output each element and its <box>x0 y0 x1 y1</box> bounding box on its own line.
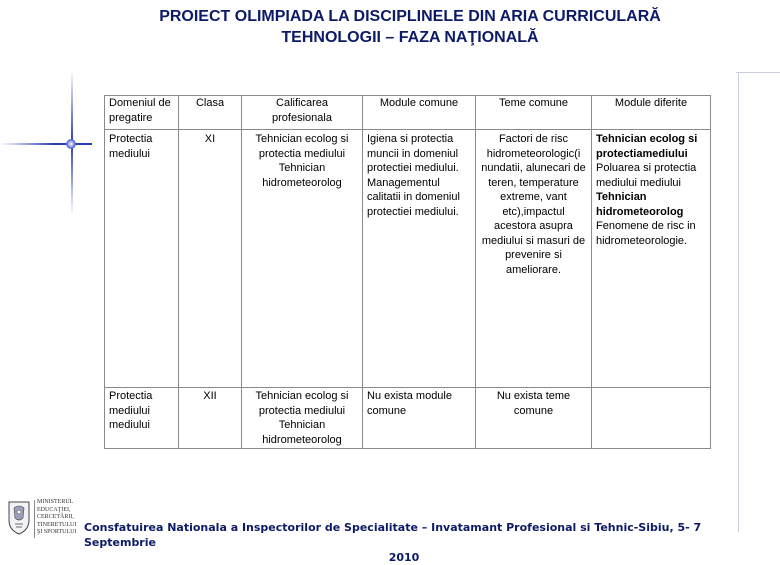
cell-calificare: Tehnician ecolog si protectia mediului Tehnician hidrometeorolog <box>242 388 363 449</box>
ministry-logo-text: MINISTERUL EDUCAŢIEI, CERCETĂRII, TINERETULUI ŞI SPORTULUI <box>37 499 77 535</box>
curriculum-table <box>104 95 711 449</box>
ministry-logo-icon <box>6 498 32 536</box>
title-line-1: PROIECT OLIMPIADA LA DISCIPLINELE DIN ARIA CURRICULARĂ <box>159 8 661 25</box>
table-row <box>105 130 711 388</box>
cell-calificare: Tehnician ecolog si protectia mediului Tehnician hidrometeorolog <box>242 130 363 388</box>
header-clasa: Clasa <box>179 96 242 130</box>
module-diferite-heading-2: Tehnician hidrometeorolog <box>596 191 684 218</box>
cell-domeniu: Protectia mediului mediului <box>105 388 179 449</box>
sparkle-horizontal-ray <box>0 143 92 145</box>
cell-module-comune: Igiena si protectia muncii in domeniul protectiei mediului. Managementul calitatii in domeniul protectiei mediului. <box>363 130 476 388</box>
header-module-diferite: Module diferite <box>592 96 711 130</box>
page-title <box>0 6 780 48</box>
cell-module-diferite <box>592 130 711 388</box>
title-line-2: TEHNOLOGII – FAZA NAŢIONALĂ <box>281 29 539 46</box>
footer-year: 2010 <box>388 551 420 564</box>
cell-clasa: XI <box>179 130 242 388</box>
module-diferite-heading-1: Tehnician ecolog si protectiamediului <box>596 133 698 160</box>
cell-module-diferite <box>592 388 711 449</box>
decor-vertical-line <box>738 72 739 532</box>
footer-text: Consfatuirea Nationala a Inspectorilor de Specialitate – Invatamant Profesional si Tehnic-Sibiu, 5- 7 Septembrie <box>84 521 702 549</box>
cell-teme-comune: Factori de risc hidrometeorologic(i nundatii, alunecari de teren, temperature extreme, vant etc),impactul acestora asupra mediului si masuri de prevenire si ameliorare. <box>476 130 592 388</box>
header-teme-comune: Teme comune <box>476 96 592 130</box>
header-domeniu: Domeniul de pregatire <box>105 96 179 130</box>
header-calificare: Calificarea profesionala <box>242 96 363 130</box>
table-row <box>105 388 711 449</box>
cell-teme-comune: Nu exista teme comune <box>476 388 592 449</box>
cell-module-comune: Nu exista module comune <box>363 388 476 449</box>
footer-caption <box>84 520 724 565</box>
decor-horizontal-line <box>736 72 780 73</box>
module-diferite-text-1: Poluarea si protectia mediului mediului <box>596 162 697 189</box>
logo-divider <box>34 500 35 538</box>
sparkle-icon <box>66 139 76 149</box>
cell-domeniu: Protectia mediului <box>105 130 179 388</box>
table-header-row <box>105 96 711 130</box>
header-module-comune: Module comune <box>363 96 476 130</box>
module-diferite-text-2: Fenomene de risc in hidrometeorologie. <box>596 220 696 247</box>
cell-clasa: XII <box>179 388 242 449</box>
